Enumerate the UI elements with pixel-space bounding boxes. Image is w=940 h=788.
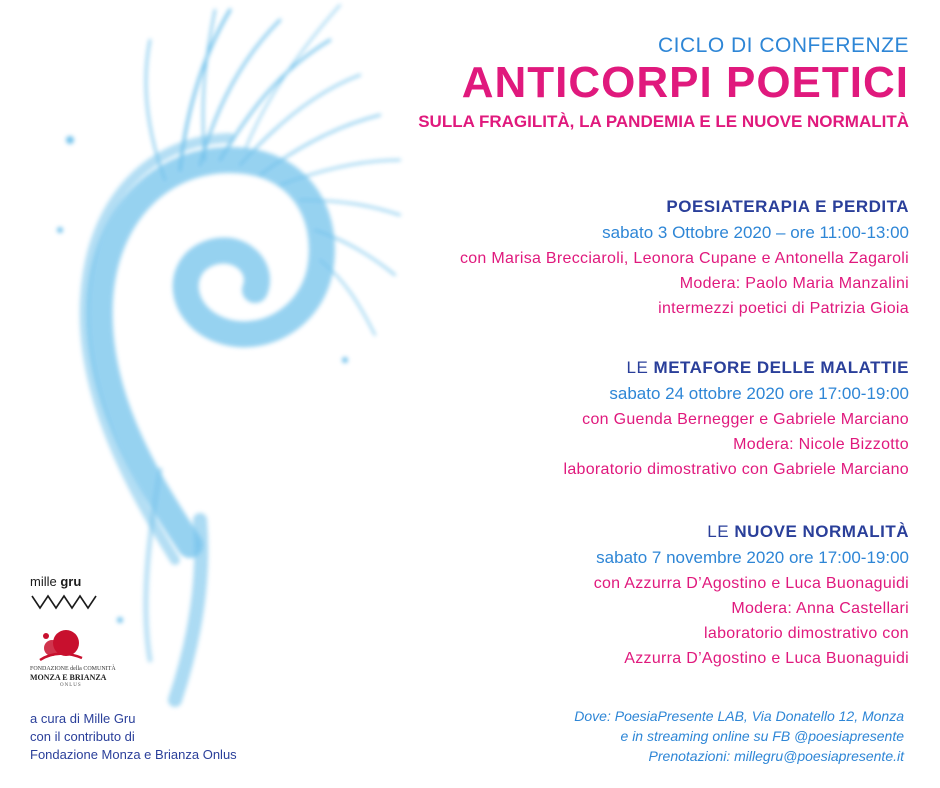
venue-booking: Prenotazioni: millegru@poesiapresente.it — [648, 748, 904, 764]
credits-line1: a cura di Mille Gru — [30, 711, 136, 726]
credits-line2: con il contributo di — [30, 729, 135, 744]
fondazione-logo — [30, 628, 116, 694]
mille-gru-zigzag-icon — [30, 590, 100, 612]
credits — [30, 710, 237, 764]
event-2-title — [627, 358, 910, 378]
event-2-date: sabato 24 ottobre 2020 ore 17:00-19:00 — [609, 384, 909, 403]
series-label: CICLO DI CONFERENZE — [657, 34, 909, 57]
event-2-title-prefix: LE — [626, 358, 649, 377]
fondazione-line3: ONLUS — [60, 683, 82, 688]
venue-info — [574, 706, 904, 766]
event-3-date: sabato 7 novembre 2020 ore 17:00-19:00 — [596, 548, 909, 567]
page-title: ANTICORPI POETICI — [461, 58, 909, 107]
event-1-date: sabato 3 Ottobre 2020 – ore 11:00-13:00 — [602, 223, 909, 242]
mille-gru-logo — [30, 574, 110, 610]
event-2-extra: laboratorio dimostrativo con Gabriele Marciano — [563, 461, 909, 478]
watercolor-spiral-artwork — [0, 0, 420, 720]
fondazione-line1: FONDAZIONE della COMUNITÀ — [30, 666, 116, 672]
event-1-extra: intermezzi poetici di Patrizia Gioia — [658, 300, 909, 317]
event-2-title-main: METAFORE DELLE MALATTIE — [653, 358, 909, 377]
event-3-speakers: con Azzurra D’Agostino e Luca Buonaguidi — [593, 575, 909, 592]
event-1-title: POESIATERAPIA E PERDITA — [666, 197, 909, 216]
event-3-title — [707, 522, 909, 542]
event-3-extra: laboratorio dimostrativo con — [704, 625, 909, 642]
venue-streaming: e in streaming online su FB @poesiapresente — [620, 728, 904, 744]
fondazione-line2: MONZA E BRIANZA — [30, 673, 107, 682]
event-1-speakers: con Marisa Brecciaroli, Leonora Cupane e Antonella Zagaroli — [459, 250, 909, 267]
event-3-title-prefix: LE — [707, 522, 730, 541]
event-3-extra-2: Azzurra D’Agostino e Luca Buonaguidi — [624, 650, 909, 667]
event-1-moderator: Modera: Paolo Maria Manzalini — [679, 275, 909, 292]
event-3-title-main: NUOVE NORMALITÀ — [734, 522, 909, 541]
event-2-speakers: con Guenda Bernegger e Gabriele Marciano — [582, 411, 909, 428]
credits-line3: Fondazione Monza e Brianza Onlus — [30, 747, 237, 762]
event-2-moderator: Modera: Nicole Bizzotto — [733, 436, 909, 453]
fondazione-emblem-icon — [38, 628, 84, 666]
mille-gru-logo-text: mille gru — [30, 574, 82, 589]
page-subtitle: SULLA FRAGILITÀ, LA PANDEMIA E LE NUOVE NORMALITÀ — [418, 112, 909, 131]
venue-address: Dove: PoesiaPresente LAB, Via Donatello 12, Monza — [574, 708, 904, 724]
event-3-moderator: Modera: Anna Castellari — [731, 600, 909, 617]
